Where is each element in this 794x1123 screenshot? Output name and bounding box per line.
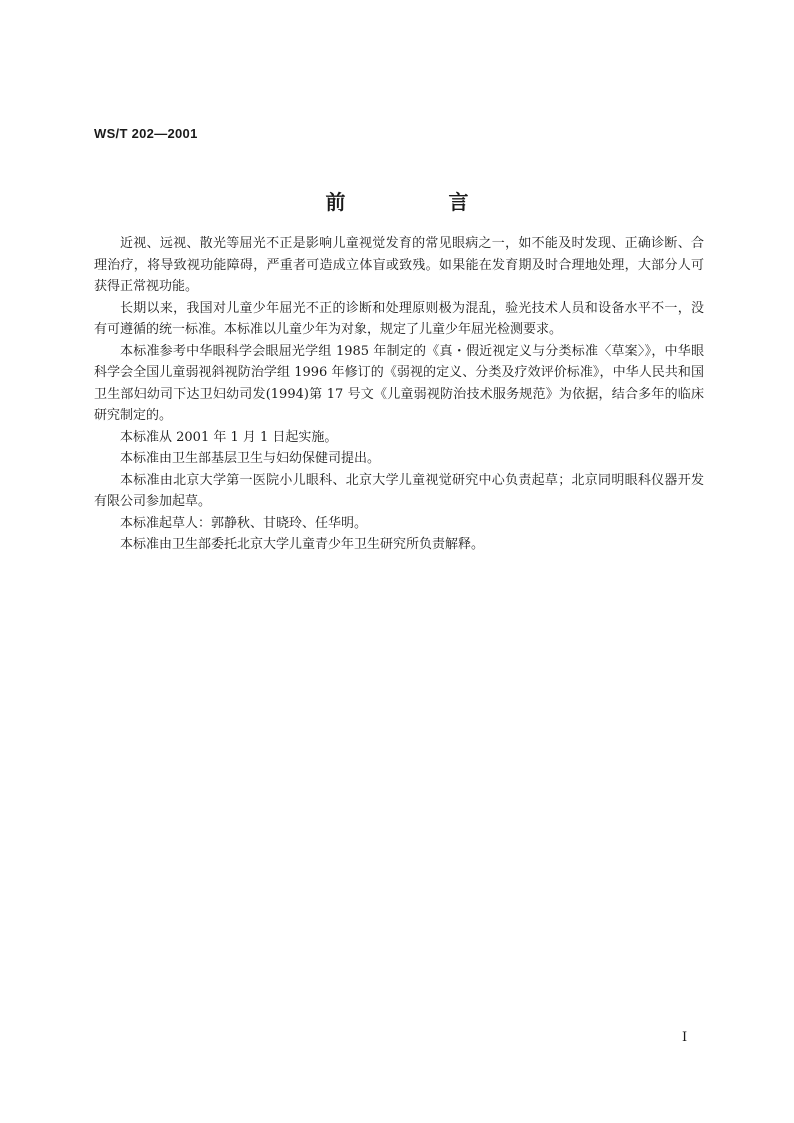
page-title: 前 言 [325,190,517,214]
paragraph-background: 近视、远视、散光等屈光不正是影响儿童视觉发育的常见眼病之一，如不能及时发现、正确诊断、合理治疗，将导致视功能障碍，严重者可造成立体盲或致残。如果能在发育期及时合理地处理，大部分人可获得正常视功能。 [94,236,704,294]
paragraph-purpose: 长期以来，我国对儿童少年屈光不正的诊断和处理原则极为混乱，验光技术人员和设备水平不一，没有可遵循的统一标准。本标准以儿童少年为对象，规定了儿童少年屈光检测要求。 [94,300,704,337]
paragraph-interpretation: 本标准由卫生部委托北京大学儿童青少年卫生研究所负责解释。 [120,537,485,552]
paragraph-proposer: 本标准由卫生部基层卫生与妇幼保健司提出。 [120,451,381,466]
paragraph-references: 本标准参考中华眼科学会眼屈光学组 1985 年制定的《真・假近视定义与分类标准〈草案〉》，中华眼科学会全国儿童弱视斜视防治学组 1996 年修订的《弱视的定义、分类及疗效评价标准》，中华人民共和国卫生部妇幼司下达卫妇幼司发(1994)第 17 号文《儿童弱视防治技术服务规范》为依据，结合多年的临床研究制定的。 [94,343,704,423]
foreword-body [94,233,704,556]
paragraph-drafters: 本标准起草人：郭静秋、甘晓玲、任华明。 [120,515,368,531]
paragraph-effective-date: 本标准从 2001 年 1 月 1 日起实施。 [120,429,338,445]
paragraph-drafting-units: 本标准由北京大学第一医院小儿眼科、北京大学儿童视觉研究中心负责起草；北京同明眼科仪器开发有限公司参加起草。 [94,472,704,509]
document-code: WS/T 202—2001 [94,126,198,141]
page-number: I [682,1030,688,1045]
